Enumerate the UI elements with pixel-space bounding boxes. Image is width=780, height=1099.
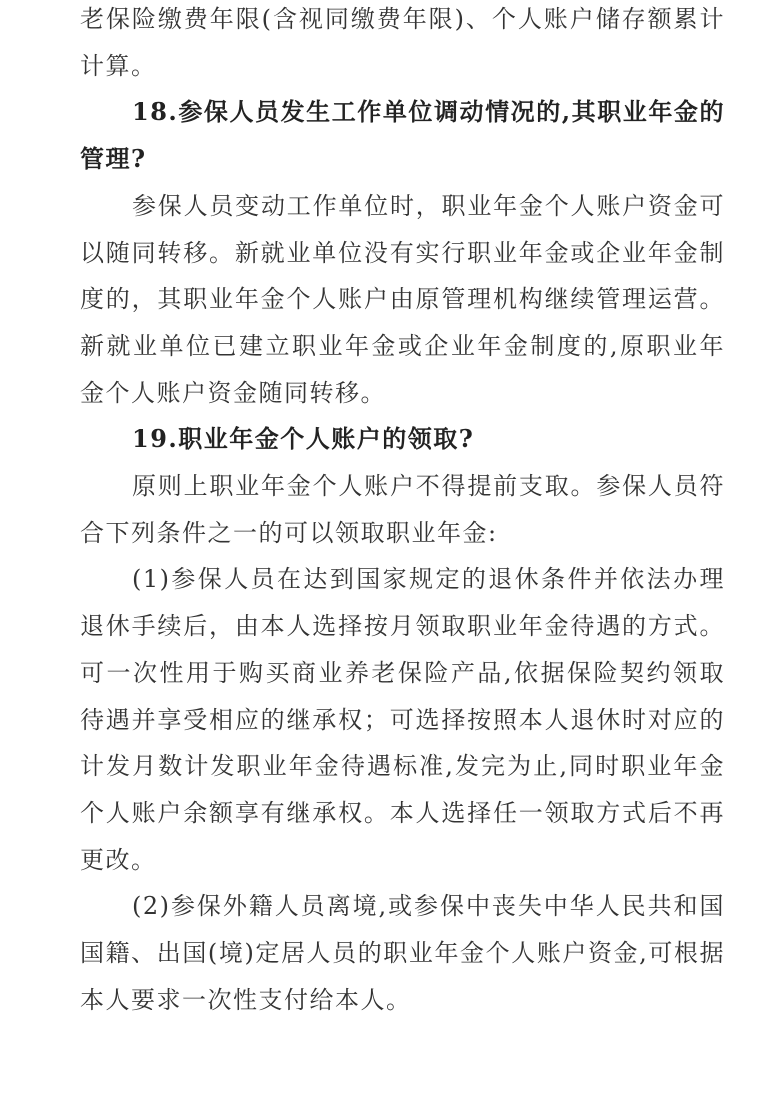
paragraph-job-transfer: 参保人员变动工作单位时，职业年金个人账户资金可以随同转移。新就业单位没有实行职业年金或企业年金制度的，其职业年金个人账户由原管理机构继续管理运营。新就业单位已建立职业年金或企业年金制度的,原职业年金个人账户资金随同转移。	[80, 191, 725, 407]
paragraph-continuation: 老保险缴费年限(含视同缴费年限)、个人账户储存额累计计算。	[80, 5, 725, 80]
paragraph-withdrawal-principle: 原则上职业年金个人账户不得提前支取。参保人员符合下列条件之一的可以领取职业年金:	[80, 472, 725, 547]
paragraph-condition-2: (2)参保外籍人员离境,或参保中丧失中华人民共和国国籍、出国(境)定居人员的职业年金个人账户资金,可根据本人要求一次性支付给本人。	[80, 892, 725, 1014]
paragraph-condition-1: (1)参保人员在达到国家规定的退休条件并依法办理退休手续后，由本人选择按月领取职业年金待遇的方式。可一次性用于购买商业养老保险产品,依据保险契约领取待遇并享受相应的继承权；可选择按照本人退休时对应的计发月数计发职业年金待遇标准,发完为止,同时职业年金个人账户余额享有继承权。本人选择任一领取方式后不再更改。	[80, 565, 725, 874]
document-body	[80, 0, 725, 1023]
section-heading-19: 19.职业年金个人账户的领取?	[132, 424, 475, 454]
section-heading-18: 18.参保人员发生工作单位调动情况的,其职业年金的管理?	[80, 97, 725, 174]
